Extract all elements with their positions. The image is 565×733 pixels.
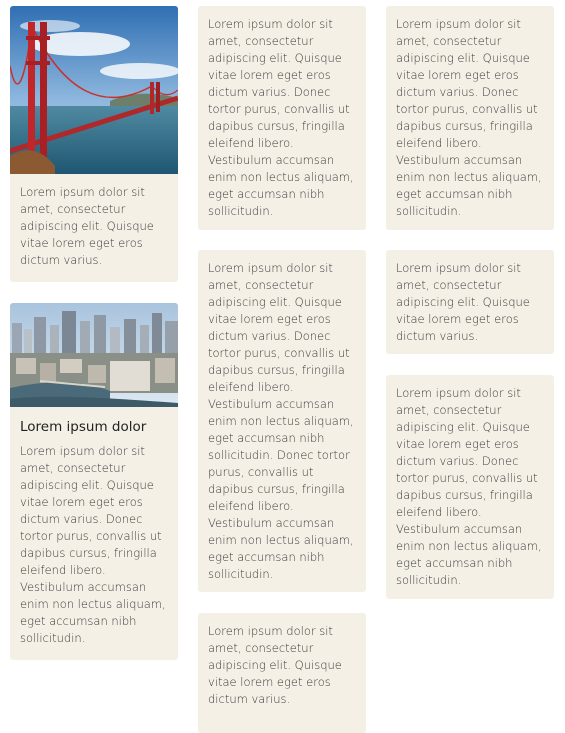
card-text: Lorem ipsum dolor sit amet, consectetur adipiscing elit. Quisque vitae lorem eget eros dictum varius. xyxy=(20,185,154,267)
golden-gate-bridge-photo xyxy=(10,6,178,174)
card-city-skyline[interactable] xyxy=(10,303,178,660)
card-text: Lorem ipsum dolor sit amet, consectetur adipiscing elit. Quisque vitae lorem eget eros dictum varius. Donec tortor purus, convallis ut dapibus cursus, fringilla eleifend libero. Vestibulum accumsan enim non lectus aliquam, eget accumsan nibh sollicitudin. xyxy=(208,17,354,218)
card-title: Lorem ipsum dolor xyxy=(20,419,147,435)
card-text: Lorem ipsum dolor sit amet, consectetur adipiscing elit. Quisque vitae lorem eget eros dictum varius. Donec tortor purus, convallis ut dapibus cursus, fringilla eleifend libero. Vestibulum accumsan enim non lectus aliquam, eget accumsan nibh sollicitudin. xyxy=(396,386,542,587)
card-text: Lorem ipsum dolor sit amet, consectetur adipiscing elit. Quisque vitae lorem eget eros dictum varius. Donec tortor purus, convallis ut dapibus cursus, fringilla eleifend libero. Vestibulum accumsan enim non lectus aliquam, eget accumsan nibh sollicitudin. Donec tortor purus, convallis ut dapibus cursus, fringilla eleifend libero. Vestibulum accumsan enim non lectus aliquam, eget accumsan nibh sollicitudin. xyxy=(208,261,354,581)
card-text-3c[interactable] xyxy=(386,375,554,599)
card-text-3b[interactable] xyxy=(386,250,554,354)
card-text: Lorem ipsum dolor sit amet, consectetur adipiscing elit. Quisque vitae lorem eget eros dictum varius. xyxy=(208,624,342,706)
city-skyline-photo xyxy=(10,303,178,407)
card-text-2c[interactable] xyxy=(198,613,366,733)
card-text: Lorem ipsum dolor sit amet, consectetur adipiscing elit. Quisque vitae lorem eget eros dictum varius. xyxy=(396,261,530,343)
card-text-2b[interactable] xyxy=(198,250,366,592)
card-text: Lorem ipsum dolor sit amet, consectetur adipiscing elit. Quisque vitae lorem eget eros dictum varius. Donec tortor purus, convallis ut dapibus cursus, fringilla eleifend libero. Vestibulum accumsan enim non lectus aliquam, eget accumsan nibh sollicitudin. xyxy=(20,444,166,645)
card-text-3a[interactable] xyxy=(386,6,554,230)
card-text: Lorem ipsum dolor sit amet, consectetur adipiscing elit. Quisque vitae lorem eget eros dictum varius. Donec tortor purus, convallis ut dapibus cursus, fringilla eleifend libero. Vestibulum accumsan enim non lectus aliquam, eget accumsan nibh sollicitudin. xyxy=(396,17,542,218)
card-golden-gate[interactable] xyxy=(10,6,178,282)
card-text-2a[interactable] xyxy=(198,6,366,230)
